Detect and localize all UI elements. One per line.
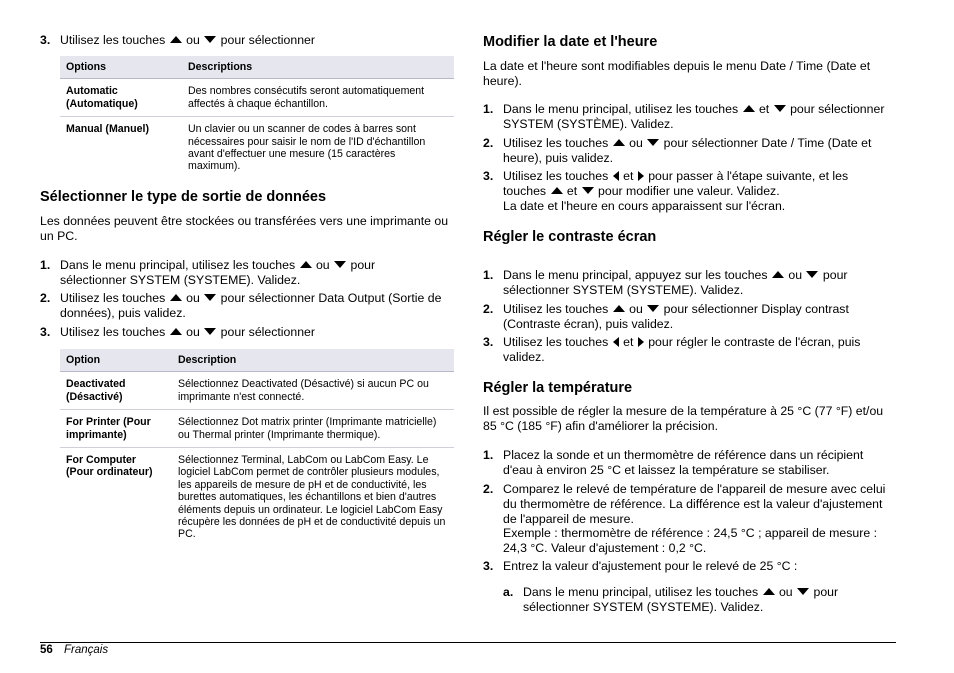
down-arrow-icon bbox=[797, 588, 809, 595]
table-header: Option bbox=[60, 349, 172, 372]
up-arrow-icon bbox=[772, 271, 784, 278]
up-arrow-icon bbox=[170, 294, 182, 301]
section-title-output: Sélectionner le type de sortie de données bbox=[40, 189, 327, 205]
up-arrow-icon bbox=[170, 328, 182, 335]
footer-divider bbox=[40, 642, 896, 643]
up-arrow-icon bbox=[763, 588, 775, 595]
down-arrow-icon bbox=[204, 294, 216, 301]
intro-output: Les données peuvent être stockées ou transférées vers une imprimante ou un PC. bbox=[40, 214, 449, 243]
down-arrow-icon bbox=[204, 36, 216, 43]
up-arrow-icon bbox=[551, 187, 563, 194]
up-arrow-icon bbox=[300, 261, 312, 268]
section-title-temperature: Régler la température bbox=[483, 380, 633, 396]
down-arrow-icon bbox=[774, 105, 786, 112]
footer-language: Français bbox=[64, 644, 109, 656]
down-arrow-icon bbox=[806, 271, 818, 278]
down-arrow-icon bbox=[647, 305, 659, 312]
section-title-date: Modifier la date et l'heure bbox=[483, 34, 658, 50]
output-option-table bbox=[60, 349, 454, 547]
section-title-contrast: Régler le contraste écran bbox=[483, 229, 657, 245]
down-arrow-icon bbox=[647, 139, 659, 146]
left-arrow-icon bbox=[613, 337, 619, 347]
up-arrow-icon bbox=[170, 36, 182, 43]
up-arrow-icon bbox=[613, 305, 625, 312]
down-arrow-icon bbox=[582, 187, 594, 194]
table-row: Manual (Manuel) Un clavier ou un scanner de codes à barres sont nécessaires pour saisir le nom de l'ID d'échantillon avant d'effectuer une mesure (15 caractères maximum). bbox=[66, 123, 426, 173]
down-arrow-icon bbox=[204, 328, 216, 335]
up-arrow-icon bbox=[613, 139, 625, 146]
table-header: Options bbox=[60, 56, 182, 79]
options-table bbox=[60, 56, 454, 179]
left-arrow-icon bbox=[613, 171, 619, 181]
intro-date: La date et l'heure sont modifiables depuis le menu Date / Time (Date et heure). bbox=[483, 59, 871, 88]
right-arrow-icon bbox=[638, 337, 644, 347]
table-row: For Printer (Pour imprimante) Sélectionnez Dot matrix printer (Imprimante matricielle) ou Thermal printer (Imprimante thermique). bbox=[60, 410, 454, 448]
page-number: 56 bbox=[40, 644, 53, 656]
up-arrow-icon bbox=[743, 105, 755, 112]
intro-temperature: Il est possible de régler la mesure de la température à 25 °C (77 °F) et/ou 85 °C (185 °F) afin d'améliorer la précision. bbox=[483, 404, 884, 433]
page-footer bbox=[40, 644, 108, 656]
table-row: Automatic (Automatique) Des nombres consécutifs seront automatiquement affectés à chaque échantillon. bbox=[60, 79, 454, 117]
table-row: For Computer (Pour ordinateur) Sélectionnez Terminal, LabCom ou LabCom Easy. Le logiciel LabCom permet de contrôler plusieurs modules, les appareils de mesure de pH et de conductivité, les burettes automatiques, les échantillons et bien d'autres éléments depuis un ordinateur. Le logiciel LabCom Easy récupère les données de pH et de conductivité depuis un PC. bbox=[66, 454, 446, 541]
table-row: Deactivated (Désactivé) Sélectionnez Deactivated (Désactivé) si aucun PC ou imprimante n'est connecté. bbox=[60, 372, 454, 410]
table-header: Description bbox=[172, 349, 454, 372]
right-arrow-icon bbox=[638, 171, 644, 181]
down-arrow-icon bbox=[334, 261, 346, 268]
table-header: Descriptions bbox=[182, 56, 454, 79]
